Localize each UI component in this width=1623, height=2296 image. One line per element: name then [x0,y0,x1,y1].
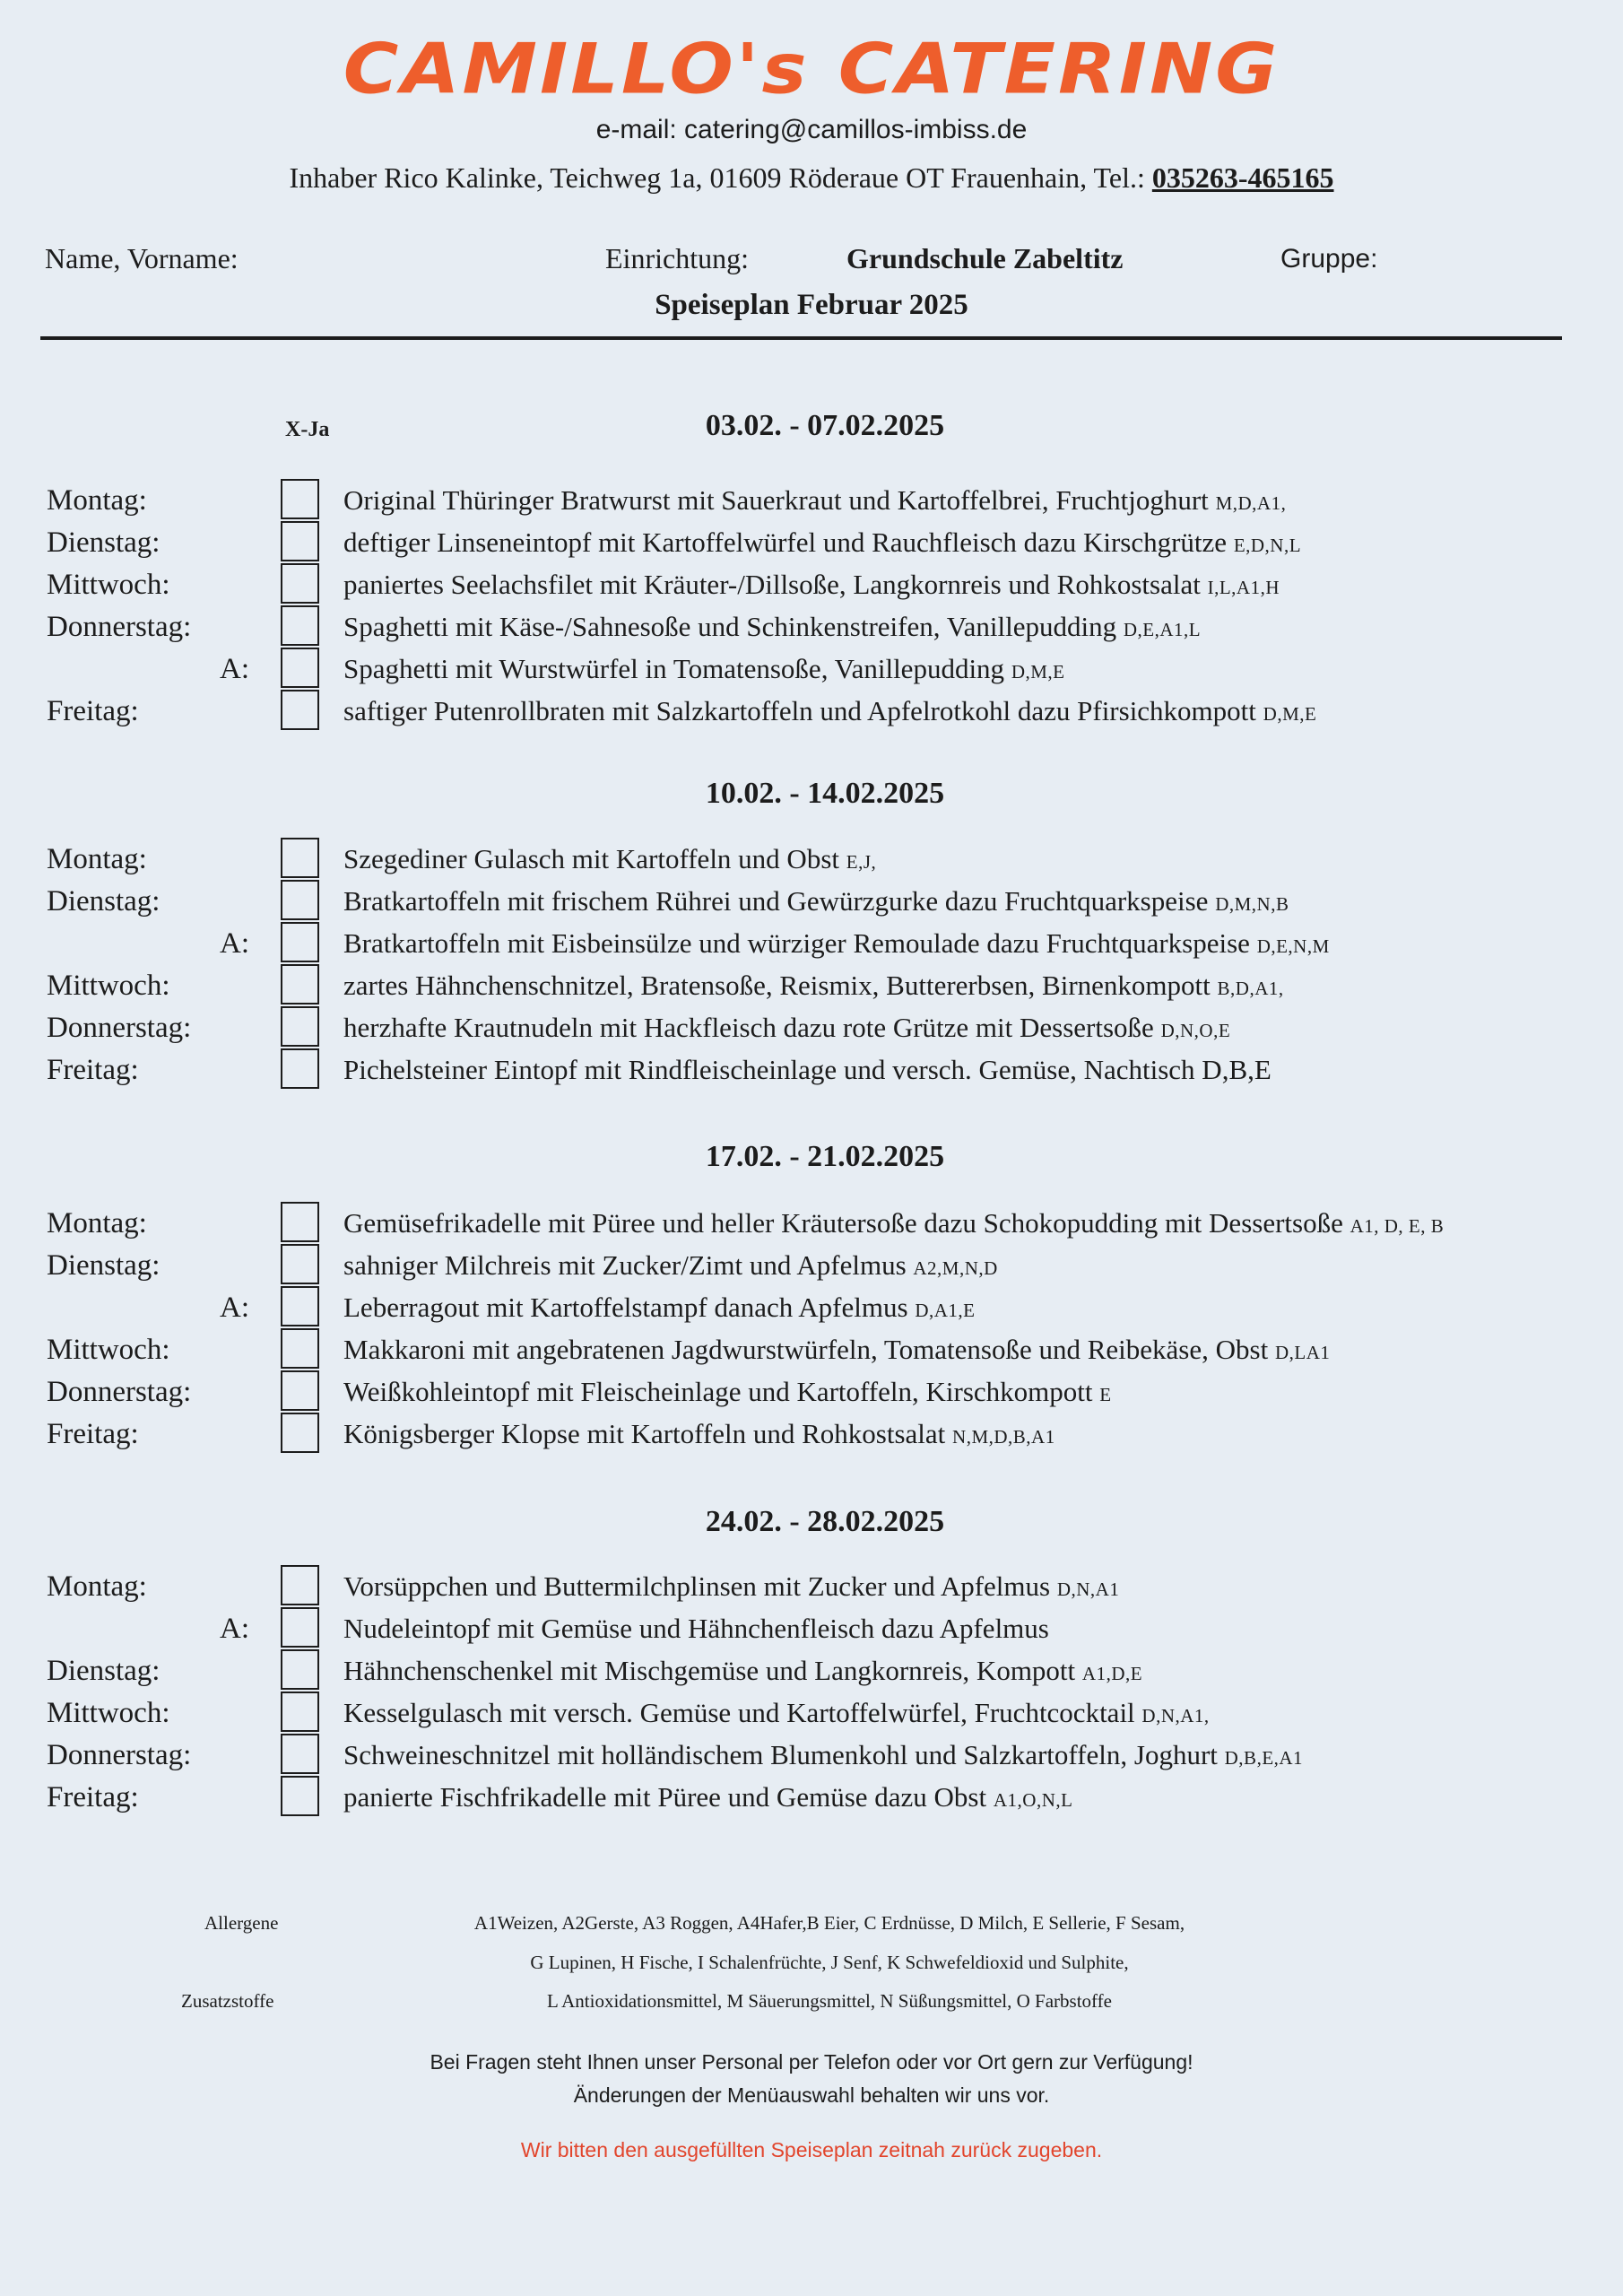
day-label: Dienstag: [47,1249,161,1282]
menu-row [0,1048,1623,1091]
day-label: Freitag: [47,695,139,727]
allergen-codes: N,M,D,B,A1 [952,1426,1055,1448]
menu-row [0,880,1623,922]
dish-text: sahniger Milchreis mit Zucker/Zimt und Apfelmus [343,1249,907,1281]
order-checkbox[interactable] [281,1286,319,1326]
day-label: A: [220,1292,249,1324]
allergen-label: Allergene [204,1912,279,1934]
week-title: 10.02. - 14.02.2025 [705,777,945,810]
day-label: Mittwoch: [47,569,170,601]
week-title: 03.02. - 07.02.2025 [705,409,945,442]
dish-text: saftiger Putenrollbraten mit Salzkartoffeln und Apfelrotkohl dazu Pfirsichkompott [343,695,1256,726]
allergen-codes: D,A1,E [915,1300,976,1321]
menu-row [0,1006,1623,1048]
day-label: Donnerstag: [47,1739,192,1771]
checkbox-column-label: X-Ja [285,418,330,441]
allergen-line-2: G Lupinen, H Fische, I Schalenfrüchte, J Senf, K Schwefeldioxid und Sulphite, [530,1952,1129,1973]
allergen-codes: D,B,E,A1 [1224,1747,1304,1769]
order-checkbox[interactable] [281,964,319,1004]
header-divider [40,336,1562,340]
allergen-line-1: A1Weizen, A2Gerste, A3 Roggen, A4Hafer,B Eier, C Erdnüsse, D Milch, E Sellerie, F Sesam, [473,1912,1185,1934]
menu-row [0,605,1623,648]
order-checkbox[interactable] [281,563,319,604]
order-checkbox[interactable] [281,880,319,920]
contact-email: e-mail: catering@camillos-imbiss.de [595,115,1028,144]
dish-description [343,1567,1119,1609]
phone-number: 035263-465165 [1151,161,1334,194]
allergen-codes: D,LA1 [1274,1342,1331,1363]
day-label: Freitag: [47,1781,139,1813]
dish-description [343,1204,1444,1246]
dish-description [343,924,1330,966]
dish-description [343,523,1301,565]
dish-description [343,1246,998,1288]
menu-row [0,648,1623,690]
allergen-codes: E [1099,1384,1112,1405]
allergen-codes: A1,O,N,L [993,1789,1073,1811]
menu-row [0,1734,1623,1776]
day-label: Donnerstag: [47,611,192,643]
allergen-codes: A1,D,E [1081,1663,1143,1684]
brand-logo: CAMILLO's CATERING [343,28,1280,110]
allergen-codes: E,D,N,L [1233,535,1302,556]
menu-row [0,1649,1623,1692]
dish-text: Bratkartoffeln mit Eisbeinsülze und würziger Remoulade dazu Fruchtquarkspeise [343,927,1250,959]
menu-row [0,1565,1623,1607]
order-checkbox[interactable] [281,1692,319,1732]
dish-description [343,1330,1330,1372]
day-label: Freitag: [47,1418,139,1450]
day-label: A: [220,653,249,685]
dish-text: Weißkohleintopf mit Fleischeinlage und Kartoffeln, Kirschkompott [343,1376,1093,1407]
order-checkbox[interactable] [281,1006,319,1047]
allergen-codes: B,D,A1, [1217,978,1284,999]
group-label: Gruppe: [1280,244,1378,274]
order-checkbox[interactable] [281,1328,319,1369]
menu-row [0,1776,1623,1818]
question-note: Bei Fragen steht Ihnen unser Personal per Telefon oder vor Ort gern zur Verfügung! [430,2050,1193,2074]
day-label: Montag: [47,843,147,875]
order-checkbox[interactable] [281,605,319,646]
dish-text: Kesselgulasch mit versch. Gemüse und Kartoffelwürfel, Fruchtcocktail [343,1697,1135,1728]
allergen-codes: D,E,A1,L [1123,619,1202,640]
menu-row [0,964,1623,1006]
allergen-codes: E,J, [846,851,877,873]
day-label: Donnerstag: [47,1376,192,1408]
dish-text: Szegediner Gulasch mit Kartoffeln und Obst [343,843,839,874]
order-checkbox[interactable] [281,479,319,519]
day-label: Mittwoch: [47,1697,170,1729]
order-checkbox[interactable] [281,1607,319,1648]
order-checkbox[interactable] [281,1413,319,1453]
day-label: Donnerstag: [47,1012,192,1044]
day-label: Dienstag: [47,885,161,918]
menu-row [0,1692,1623,1734]
address-text: Inhaber Rico Kalinke, Teichweg 1a, 01609 Röderaue OT Frauenhain, Tel.: [289,161,1145,194]
dish-description [343,882,1289,924]
dish-description [343,1050,1271,1092]
menu-row [0,1607,1623,1649]
allergen-codes: D,E,N,M [1256,935,1330,957]
menu-row [0,563,1623,605]
menu-row [0,521,1623,563]
dish-text: Original Thüringer Bratwurst mit Sauerkraut und Kartoffelbrei, Fruchtjoghurt [343,484,1209,516]
dish-text: Spaghetti mit Wurstwürfel in Tomatensoße, Vanillepudding [343,653,1005,684]
order-checkbox[interactable] [281,1244,319,1284]
menu-row [0,1328,1623,1370]
order-checkbox[interactable] [281,648,319,688]
allergen-codes: D,M,N,B [1215,893,1289,915]
dish-text: zartes Hähnchenschnitzel, Bratensoße, Reismix, Buttererbsen, Birnenkompott [343,970,1211,1001]
name-label: Name, Vorname: [45,242,239,274]
allergen-codes: D,M,E [1263,703,1317,725]
dish-description [343,1372,1112,1414]
dish-text: Pichelsteiner Eintopf mit Rindfleischeinlage und versch. Gemüse, Nachtisch D,B,E [343,1054,1271,1085]
day-label: Dienstag: [47,526,161,559]
menu-row [0,1244,1623,1286]
dish-text: Bratkartoffeln mit frischem Rührei und Gewürzgurke dazu Fruchtquarkspeise [343,885,1209,917]
additives-line: L Antioxidationsmittel, M Säuerungsmittel, N Süßungsmittel, O Farbstoffe [547,1990,1112,2012]
order-checkbox[interactable] [281,1776,319,1816]
dish-text: Makkaroni mit angebratenen Jagdwurstwürfeln, Tomatensoße und Reibekäse, Obst [343,1334,1269,1365]
dish-description [343,966,1284,1008]
dish-description [343,1414,1055,1457]
day-label: Mittwoch: [47,1334,170,1366]
day-label: A: [220,927,249,960]
dish-description [343,839,876,882]
dish-description [343,1778,1072,1820]
day-label: A: [220,1613,249,1645]
allergen-codes: D,M,E [1011,661,1065,683]
menu-row [0,1202,1623,1244]
dish-description [343,607,1201,649]
dish-description [343,1693,1210,1735]
menu-row [0,838,1623,880]
menu-row [0,1286,1623,1328]
order-checkbox[interactable] [281,521,319,561]
menu-row [0,479,1623,521]
dish-text: herzhafte Krautnudeln mit Hackfleisch dazu rote Grütze mit Dessertsoße [343,1012,1154,1043]
day-label: Montag: [47,1207,147,1239]
order-checkbox[interactable] [281,838,319,878]
additives-label: Zusatzstoffe [181,1990,274,2012]
order-checkbox[interactable] [281,1048,319,1089]
order-checkbox[interactable] [281,1370,319,1411]
day-label: Freitag: [47,1054,139,1086]
dish-description [343,691,1316,734]
allergen-codes: D,N,A1, [1141,1705,1210,1726]
allergen-codes: D,N,A1 [1056,1578,1120,1600]
institution-label: Einrichtung: [605,242,749,274]
dish-text: Königsberger Klopse mit Kartoffeln und Rohkostsalat [343,1418,946,1449]
week-title: 17.02. - 21.02.2025 [705,1140,945,1173]
allergen-codes: A1, D, E, B [1350,1215,1445,1237]
order-checkbox[interactable] [281,690,319,730]
dish-description [343,1288,975,1330]
dish-description [343,1609,1049,1651]
dish-description [343,649,1064,691]
allergen-codes: I,L,A1,H [1207,577,1280,598]
dish-text: Hähnchenschenkel mit Mischgemüse und Langkornreis, Kompott [343,1655,1076,1686]
dish-text: Vorsüppchen und Buttermilchplinsen mit Zucker und Apfelmus [343,1570,1051,1602]
changes-note: Änderungen der Menüauswahl behalten wir uns vor. [573,2083,1050,2107]
return-request: Wir bitten den ausgefüllten Speiseplan zeitnah zurück zugeben. [520,2138,1103,2161]
owner-address [0,161,1623,195]
dish-text: panierte Fischfrikadelle mit Püree und Gemüse dazu Obst [343,1781,987,1813]
day-label: Mittwoch: [47,970,170,1002]
week-title: 24.02. - 28.02.2025 [705,1505,945,1538]
day-label: Montag: [47,1570,147,1603]
order-checkbox[interactable] [281,922,319,962]
day-label: Dienstag: [47,1655,161,1687]
dish-text: Nudeleintopf mit Gemüse und Hähnchenfleisch dazu Apfelmus [343,1613,1049,1644]
dish-text: Gemüsefrikadelle mit Püree und heller Kräutersoße dazu Schokopudding mit Dessertsoße [343,1207,1343,1239]
menu-row [0,690,1623,732]
dish-text: Leberragout mit Kartoffelstampf danach Apfelmus [343,1292,908,1323]
menu-row [0,922,1623,964]
dish-description [343,1651,1142,1693]
institution-value: Grundschule Zabeltitz [846,242,1124,274]
dish-text: deftiger Linseneintopf mit Kartoffelwürfel und Rauchfleisch dazu Kirschgrütze [343,526,1228,558]
dish-description [343,1735,1303,1778]
menu-row [0,1370,1623,1413]
menu-row [0,1413,1623,1455]
order-checkbox[interactable] [281,1734,319,1774]
order-checkbox[interactable] [281,1565,319,1605]
dish-description [343,565,1280,607]
dish-text: Spaghetti mit Käse-/Sahnesoße und Schinkenstreifen, Vanillepudding [343,611,1117,642]
order-checkbox[interactable] [281,1649,319,1690]
plan-title: Speiseplan Februar 2025 [655,289,968,321]
allergen-codes: M,D,A1, [1215,492,1287,514]
allergen-codes: A2,M,N,D [913,1257,998,1279]
dish-description [343,1008,1230,1050]
day-label: Montag: [47,484,147,517]
order-checkbox[interactable] [281,1202,319,1242]
dish-text: paniertes Seelachsfilet mit Kräuter-/Dillsoße, Langkornreis und Rohkostsalat [343,569,1201,600]
dish-text: Schweineschnitzel mit holländischem Blumenkohl und Salzkartoffeln, Joghurt [343,1739,1218,1770]
allergen-codes: D,N,O,E [1160,1020,1231,1041]
dish-description [343,481,1286,523]
